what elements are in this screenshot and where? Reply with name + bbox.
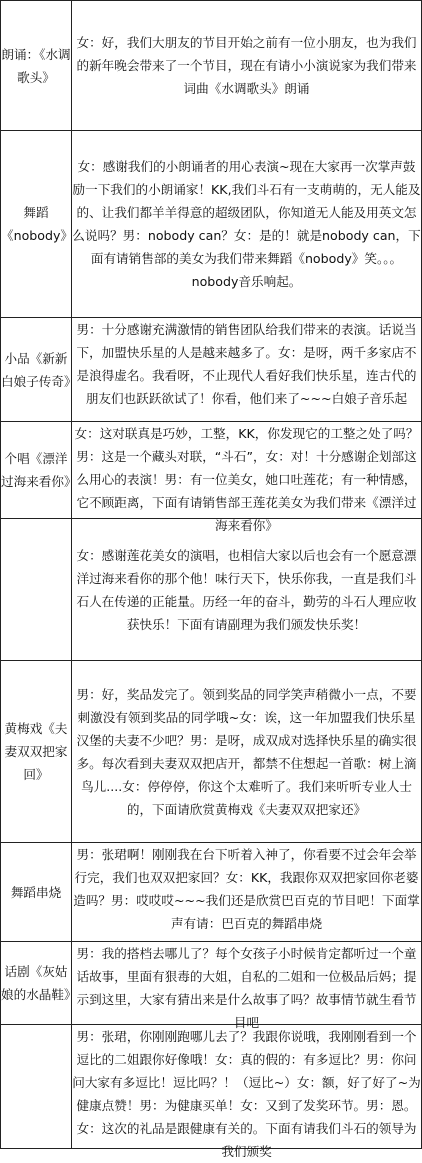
program-name-cell (1, 422, 77, 519)
program-name-cell (1, 318, 77, 422)
table-row (1, 1, 422, 131)
table-row (1, 318, 422, 422)
program-name: 话剧《灰姑娘的水晶鞋》 (1, 964, 77, 1002)
dialogue-cell (72, 131, 422, 318)
table-row (1, 131, 422, 318)
dialogue-text: 男：张珺啊！刚刚我在台下听着入神了，你看要不过会年会举行完，我们也双双把家回？女：KK，我跟你双双把家回你老婆造吗？男：哎哎哎~~~我们还是欣赏巴百克的节目吧！下面掌声有请：巴百克的舞蹈串烧 (73, 847, 420, 931)
program-name: 舞蹈《nobody》 (1, 205, 74, 243)
table-row (1, 1025, 422, 1149)
table-row (1, 661, 422, 843)
table-row (1, 843, 422, 942)
dialogue-text: 男：好，奖品发完了。领到奖品的同学笑声稍微小一点，不要刺激没有领到奖品的同学哦~女：诶，这一年加盟我们快乐星汉堡的夫妻不少吧？男：是呀，成双成对选择快乐星的确实很多。每次看到夫妻双双把店开，都禁不住想起一首歌：树上滴鸟儿....女：停停停，你这个太难听了。我们来听听专业人士的，下面请欣赏黄梅戏《夫妻双双把家还》 (76, 686, 417, 817)
table-row (1, 942, 422, 1025)
dialogue-text: 女：感谢我们的小朗诵者的用心表演~现在大家再一次掌声鼓励一下我们的小朗诵家！KK,我们斗石有一支萌萌的，无人能及的、让我们都羊羊得意的超级团队，你知道无人能及用英文怎么说吗？男：nobody can？女：是的！就是nobody can，下面有请销售部的美女为我们带来舞蹈《nobody》笑。。。nobody音乐响起。 (72, 159, 421, 289)
dialogue-cell (72, 318, 422, 422)
table-row (1, 519, 422, 661)
program-name: 舞蹈串烧 (10, 884, 62, 900)
dialogue-text: 女：好，我们大朋友的节目开始之前有一位小朋友，也为我们的新年晚会带来了一个节目，现在有请小小演说家为我们带来词曲《水调歌头》朗诵 (76, 35, 417, 96)
dialogue-text: 男：张珺，你刚刚跑哪儿去了？我跟你说哦，我刚刚看到一个逗比的二姐跟你好像哦！女：真的假的：有多逗比？男：你问问大家有多逗比！逗比吗？！（逗比~）女：额，好了好了~为健康点赞！男：为健康买单！女：又到了发奖环节。男：恩。女：这次的礼品是跟健康有关的。下面有请我们斗石的领导为我们颁奖 (72, 1029, 421, 1159)
dialogue-cell (72, 422, 422, 533)
dialogue-cell (72, 942, 422, 1030)
program-name: 朗诵：《水调歌头》 (1, 46, 71, 85)
program-name-cell (1, 661, 72, 843)
dialogue-text: 女：感谢莲花美女的演唱，也相信大家以后也会有一个愿意漂洋过海来看你的那个他！味行天下，快乐你我，一直是我们斗石人在传递的正能量。历经一年的奋斗，勤劳的斗石人理应收获快乐！下面有请副理为我们颁发快乐奖！ (76, 547, 417, 632)
program-name-cell (1, 519, 72, 661)
program-name: 黄梅戏《夫妻双双把家回》 (4, 721, 68, 782)
program-name: 小品《新新白娘子传奇》 (1, 350, 77, 389)
dialogue-text: 男：我的搭档去哪儿了？每个女孩子小时候肯定都听过一个童话故事，里面有狠毒的大姐，自私的二姐和一位极品后妈；提示到这里，大家有猜出来是什么故事了吗？故事情节就生看节目吧 (76, 946, 417, 1030)
dialogue-cell (72, 519, 422, 661)
dialogue-text: 女：这对联真是巧妙，工整，KK，你发现它的工整之处了吗？男：这是一个藏头对联，“斗石”，女：对！十分感谢企划部这么用心的表演！男：有一位美女，她口吐莲花；有一种情感，它不顾距离，下面有请销售部王莲花美女为我们带来《漂洋过海来看你》 (74, 426, 419, 533)
program-name-cell (1, 843, 72, 942)
dialogue-cell (72, 843, 422, 942)
program-name: 个唱《漂洋过海来看你》 (1, 451, 77, 489)
program-name-cell (1, 131, 72, 318)
dialogue-cell (72, 1025, 422, 1159)
dialogue-cell (72, 1, 422, 131)
dialogue-cell (72, 661, 422, 843)
program-name-cell (1, 1025, 72, 1149)
program-name-cell (1, 1, 72, 131)
dialogue-text: 男：十分感谢充满激情的销售团队给我们带来的表演。话说当下，加盟快乐星的人是越来越多了。女：是呀，两千多家店不是浪得虚名。我看呀，不止现代人看好我们快乐星，连古代的朋友们也跃跃欲试了！你看，他们来了~~~白娘子音乐起 (76, 322, 417, 406)
table-row (1, 422, 422, 519)
program-name-cell (1, 942, 77, 1025)
